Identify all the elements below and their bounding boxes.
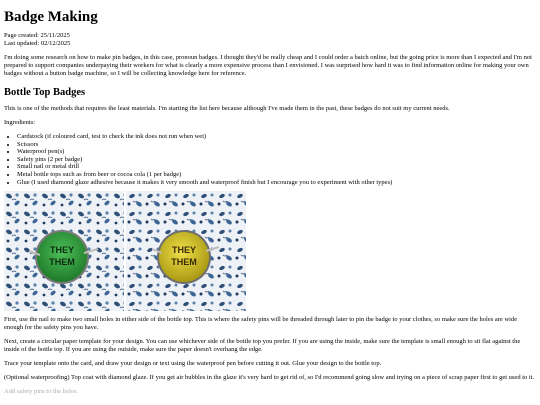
created-date: Page created: 25/11/2025 bbox=[4, 32, 70, 39]
badge-photo-green-image bbox=[4, 191, 124, 311]
page-meta bbox=[4, 32, 536, 48]
ingredients-list bbox=[4, 133, 536, 186]
page-title: Badge Making bbox=[4, 9, 98, 25]
intro-paragraph: I'm doing some research on how to make pin badges, in this case, pronoun badges. I thought they'd be really cheap and I could order a batch online, but the going price is more than I expected and I'm not prepared to support companies underpaying their workers for what is clearly a more expensive process than I envisioned. I was surprised how hard it was to find information online for making your own badges without a button badge machine, so I will be collecting knowledge here for reference. bbox=[4, 54, 532, 77]
step-paragraph: Trace your template onto the card, and draw your design or text using the waterproof pen before cutting it out. Glue your design to the bottle top. bbox=[4, 360, 382, 368]
badge-text-line-1: THEY bbox=[49, 245, 75, 256]
step-paragraph: (Optional waterproofing) Top coat with diamond glaze. If you get air bubbles in the glaze it's very hard to get rid of, so I'd recommend going slow and trying on a piece of scrap paper first to get used to it. bbox=[4, 374, 535, 382]
updated-date: Last updated: 02/12/2025 bbox=[4, 40, 71, 47]
list-item: • Metal bottle tops such as from beer or cocoa cola (1 per badge) bbox=[17, 171, 536, 179]
step-paragraph: First, use the nail to make two small holes in either side of the bottle top. This is where the safety pins will be threaded through later to pin the badge to your clothes, so make sure the holes are wide enough for the safety pins you have. bbox=[4, 316, 518, 332]
section-heading: Bottle Top Badges bbox=[4, 87, 86, 98]
ingredients-label: Ingredients: bbox=[4, 119, 36, 126]
badge-text-line-1: THEY bbox=[171, 245, 197, 256]
list-item: • Waterproof pen(s) bbox=[17, 148, 536, 156]
badge-text-line-2: THEM bbox=[171, 257, 197, 268]
badge-photo-green bbox=[4, 191, 124, 311]
photo-row bbox=[4, 191, 536, 311]
list-item: • Scissors bbox=[17, 141, 536, 149]
list-item: • Cardstock (if coloured card, test to check the ink does not run when wet) bbox=[17, 133, 536, 141]
badge-photo-yellow bbox=[126, 191, 246, 311]
list-item: • Small nail or metal drill bbox=[17, 163, 536, 171]
list-item: • Glue (I used diamond glaze adhesive because it makes it very smooth and waterproof finish but I encourage you to experiment with other types) bbox=[17, 179, 536, 187]
list-item: • Safety pins (2 per badge) bbox=[17, 156, 536, 164]
badge-text-line-2: THEM bbox=[49, 257, 75, 268]
step-paragraph: Add safety pins to the holes. bbox=[4, 388, 79, 396]
step-paragraph: Next, create a circular paper template for your design. You can use whichever side of the bottle top you prefer. If you are using the inside, make sure the template is small enough to sit flat against the inside of the bottle top. If you are using the outside, make sure the paper doesn't overhang the edge. bbox=[4, 338, 521, 354]
section-lead: This is one of the methods that requires the least materials. I'm starting the list here because although I've made them in the past, these badges do not suit my current needs. bbox=[4, 105, 450, 112]
badge-photo-yellow-image bbox=[126, 191, 246, 311]
